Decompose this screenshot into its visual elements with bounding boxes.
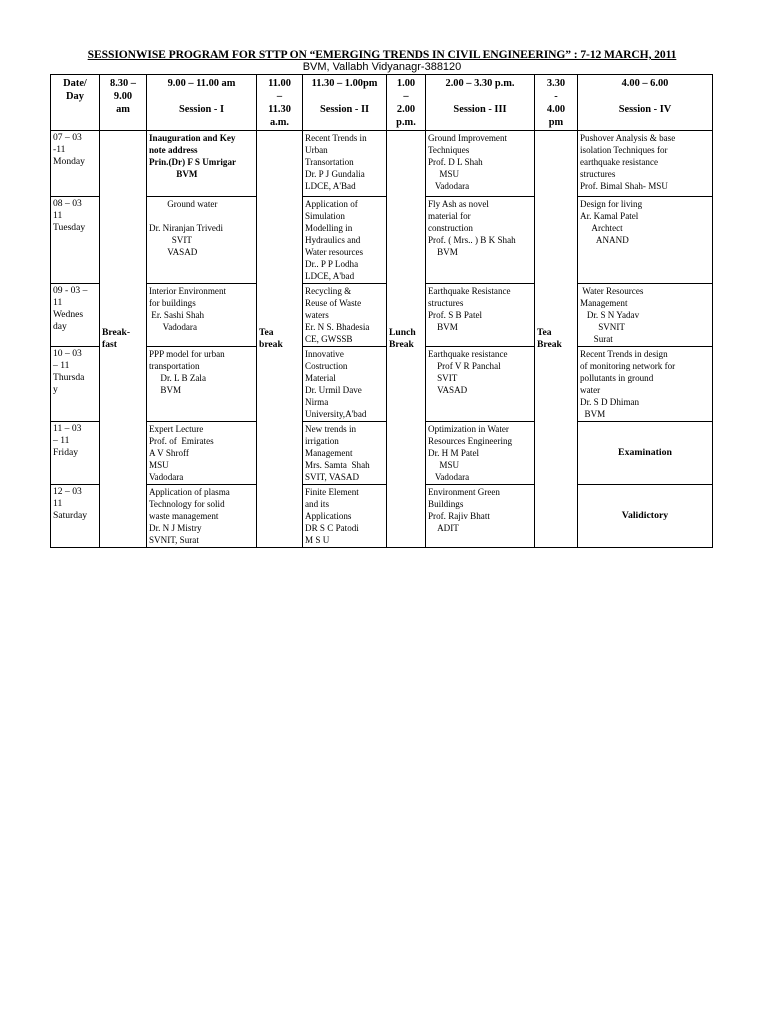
day-cell: 10 – 03 – 11 Thursda y xyxy=(51,347,100,422)
session-2-cell: Finite Element and its Applications DR S C Patodi M S U xyxy=(303,485,387,548)
header-session-4: 4.00 – 6.00 Session - IV xyxy=(578,75,713,131)
day-cell: 08 – 03 11 Tuesday xyxy=(51,197,100,284)
table-row xyxy=(51,485,713,548)
session-2-cell: Recycling & Reuse of Waste waters Er. N S. Bhadesia CE, GWSSB xyxy=(303,284,387,347)
header-slot-4: 3.30 - 4.00 pm xyxy=(535,75,578,131)
session-2-cell: Innovative Costruction Material Dr. Urmil Dave Nirma University,A'bad xyxy=(303,347,387,422)
session-3-cell: Earthquake Resistance structures Prof. S B Patel BVM xyxy=(426,284,535,347)
tea-break-2-cell: Tea Break xyxy=(535,131,578,548)
lunch-break-cell: Lunch Break xyxy=(387,131,426,548)
session-1-cell: Expert Lecture Prof. of Emirates A V Shroff MSU Vadodara xyxy=(147,422,257,485)
session-1-cell: Inauguration and Key note address Prin.(Dr) F S Umrigar BVM xyxy=(147,131,257,197)
session-1-cell: PPP model for urban transportation Dr. L B Zala BVM xyxy=(147,347,257,422)
session-1-cell: Ground water Dr. Niranjan Trivedi SVIT VASAD xyxy=(147,197,257,284)
day-cell: 11 – 03 – 11 Friday xyxy=(51,422,100,485)
table-row xyxy=(51,197,713,284)
header-slot-2: 11.00 – 11.30 a.m. xyxy=(257,75,303,131)
page-subtitle: BVM, Vallabh Vidyanagr-388120 xyxy=(302,61,462,73)
session-1-cell: Application of plasma Technology for solid waste management Dr. N J Mistry SVNIT, Surat xyxy=(147,485,257,548)
session-4-cell: Examination xyxy=(578,422,713,485)
page-title: SESSIONWISE PROGRAM FOR STTP ON “EMERGING TRENDS IN CIVIL ENGINEERING” : 7-12 MARCH, 2011 xyxy=(87,48,677,61)
table-row xyxy=(51,131,713,197)
tea-break-cell: Tea break xyxy=(257,131,303,548)
session-3-cell: Ground Improvement Techniques Prof. D L Shah MSU Vadodara xyxy=(426,131,535,197)
day-cell: 09 - 03 – 11 Wednes day xyxy=(51,284,100,347)
session-4-cell: Recent Trends in design of monitoring network for pollutants in ground water Dr. S D Dhiman BVM xyxy=(578,347,713,422)
session-3-cell: Optimization in Water Resources Engineering Dr. H M Patel MSU Vadodara xyxy=(426,422,535,485)
table-row xyxy=(51,422,713,485)
header-session-1: 9.00 – 11.00 am Session - I xyxy=(147,75,257,131)
session-4-cell: Validictory xyxy=(578,485,713,548)
session-3-cell: Earthquake resistance Prof V R Panchal SVIT VASAD xyxy=(426,347,535,422)
session-2-cell: Application of Simulation Modelling in Hydraulics and Water resources Dr.. P P Lodha LDCE, A'bad xyxy=(303,197,387,284)
session-3-cell: Environment Green Buildings Prof. Rajiv Bhatt ADIT xyxy=(426,485,535,548)
session-4-cell: Design for living Ar. Kamal Patel Archtect ANAND xyxy=(578,197,713,284)
header-session-2: 11.30 – 1.00pm Session - II xyxy=(303,75,387,131)
session-3-cell: Fly Ash as novel material for construction Prof. ( Mrs.. ) B K Shah BVM xyxy=(426,197,535,284)
table-row xyxy=(51,284,713,347)
session-4-cell: Pushover Analysis & base isolation Techniques for earthquake resistance structures Prof. Bimal Shah- MSU xyxy=(578,131,713,197)
session-2-cell: Recent Trends in Urban Transortation Dr. P J Gundalia LDCE, A'Bad xyxy=(303,131,387,197)
day-cell: 07 – 03 -11 Monday xyxy=(51,131,100,197)
header-date-day: Date/ Day xyxy=(51,75,100,131)
session-2-cell: New trends in irrigation Management Mrs. Samta Shah SVIT, VASAD xyxy=(303,422,387,485)
schedule-table xyxy=(50,74,713,548)
session-4-cell: Water Resources Management Dr. S N Yadav SVNIT Surat xyxy=(578,284,713,347)
header-row xyxy=(51,75,713,131)
header-slot-3: 1.00 – 2.00 p.m. xyxy=(387,75,426,131)
day-cell: 12 – 03 11 Saturday xyxy=(51,485,100,548)
header-session-3: 2.00 – 3.30 p.m. Session - III xyxy=(426,75,535,131)
breakfast-cell: Break- fast xyxy=(100,131,147,548)
session-1-cell: Interior Environment for buildings Er. Sashi Shah Vadodara xyxy=(147,284,257,347)
table-row xyxy=(51,347,713,422)
header-slot-1: 8.30 – 9.00 am xyxy=(100,75,147,131)
